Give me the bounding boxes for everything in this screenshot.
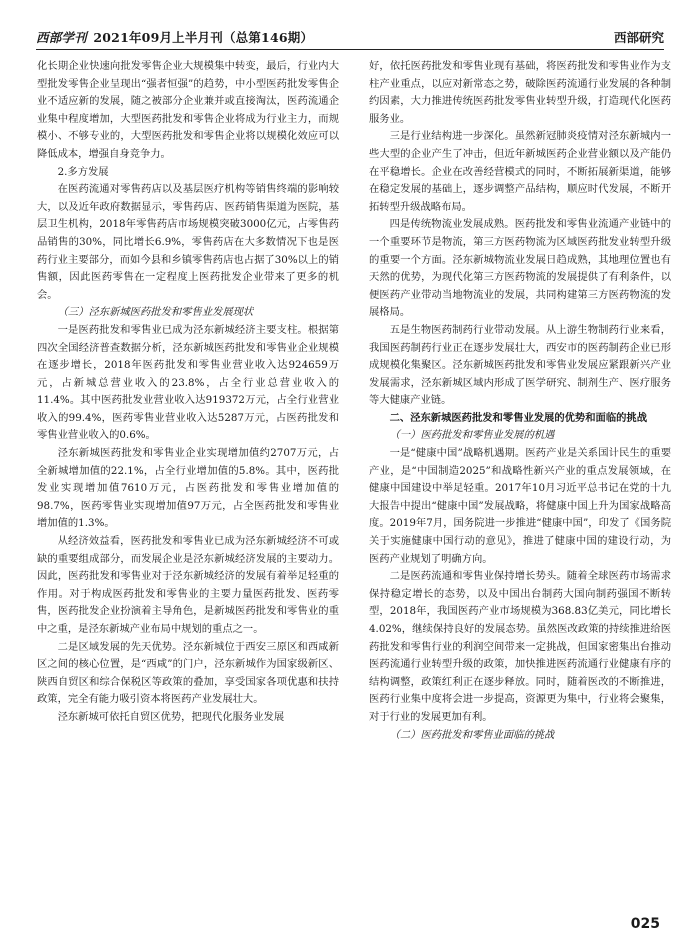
issue-info: 2021年09月上半月刊（总第146期） bbox=[93, 30, 314, 45]
subsection-heading: （三）泾东新城医药批发和零售业发展现状 bbox=[57, 306, 254, 319]
paragraph: 从经济效益看，医药批发和零售业已成为泾东新城经济不可或缺的重要组成部分，而发展企业是泾东新城经济发展的主要动力。因此，医药批发和零售业对于泾东新城经济的发展有着举足轻重的作用。对于构成医药批发和零售业的主要力量医药批发、医药零售，医药批发企业扮演着主导角色，是新城医药批发和零售业的重中之重，是泾东新城产业布局中规划的重点之一。 bbox=[37, 535, 339, 635]
right-column bbox=[369, 58, 671, 744]
paragraph: 一是医药批发和零售业已成为泾东新城经济主要支柱。根据第四次全国经济普查数据分析，泾东新城医药批发和零售业企业规模在逐步增长，2018年医药批发和零售业营业收入达924659万元，占新城总营业收入的23.8%，占全行业总营业收入的11.4%。其中医药批发业营业收入达919372万元，占全行业营业收入的99.4%，医药零售业营业收入达5287万元，占医药批发和零售业营业收入的0.6%。 bbox=[37, 323, 339, 442]
section-heading: 二、泾东新城医药批发和零售业发展的优势和面临的挑战 bbox=[389, 411, 648, 424]
paragraph: 三是行业结构进一步深化。虽然新冠肺炎疫情对泾东新城内一些大型的企业产生了冲击，但近年新城医药企业营业额以及产能仍在平稳增长。企业在改善经营模式的同时，不断拓展新渠道，能够在稳定发展的基础上，逐步调整产品结构，顺应时代发展，不断开拓转型升级战略布局。 bbox=[369, 130, 671, 213]
subsection-heading: （二）医药批发和零售业面临的挑战 bbox=[389, 728, 555, 741]
paragraph: 四是传统物流业发展成熟。医药批发和零售业流通产业链中的一个重要环节是物流，第三方医药物流为区域医药批发业转型升级的重要一个方面。泾东新城物流业发展日趋成熟，其地理位置也有天然的优势，为现代化第三方医药物流的发展提供了有利条件，以便医药产业带动当地物流业的发展，共同构建第三方医药物流的发展格局。 bbox=[369, 218, 671, 319]
paragraph: 好，依托医药批发和零售业现有基础，将医药批发和零售业作为支柱产业重点，以应对新常态之势，破除医药流通行业发展的各种制约因素，大力推进传统医药批发零售业转型升级，打造现代化医药服务业。 bbox=[369, 60, 671, 125]
paragraph: 在医药流通对零售药店以及基层医疗机构等销售终端的影响较大，以及近年政府数据显示，零售药店、医药销售渠道为医院，基层卫生机构，2018年零售药店市场规模突破3000亿元，占零售药品销售的30%，同比增长6.9%，零售药店在大多数情况下也是医药行业主要部分，而如今县和乡镇零售药店也占据了30%以上的销售额，因此医药零售在一定程度上医药批发企业带来了更多的机会。 bbox=[37, 183, 339, 301]
left-column bbox=[37, 58, 339, 727]
journal-logo: 西部学刊 bbox=[36, 30, 87, 45]
paragraph: 泾东新城可依托自贸区优势，把现代化服务业发展 bbox=[57, 710, 285, 723]
paragraph: 泾东新城医药批发和零售业企业实现增加值约2707万元，占全新城增加值的22.1%，占全行业增加值的5.8%。其中，医药批发业实现增加值7610万元，占医药批发和零售业增加值的98.7%，医药零售业实现增加值97万元，占全医药批发和零售业增加值的1.3%。 bbox=[37, 447, 339, 530]
subsection-heading: （一）医药批发和零售业发展的机遇 bbox=[389, 429, 555, 442]
paragraph: 一是“健康中国”战略机遇期。医药产业是关系国计民生的重要产业，是“中国制造2025”和战略性新兴产业的重点发展领域，在健康中国建设中举足轻重。2017年10月习近平总书记在党的十九大报告中提出“健康中国”发展战略，将健康中国上升为国家战略高度。2019年7月，国务院进一步推进“健康中国”，印发了《国务院关于实施健康中国行动的意见》，推进了健康中国的建设行动，为医药产业规划了明确方向。 bbox=[369, 447, 671, 565]
paragraph: 化长期企业快速向批发零售企业大规模集中转变，最后，行业内大型批发零售企业呈现出“强者恒强”的趋势，中小型医药批发零售企业不适应新的发展，随之被部分企业兼并或直接淘汰，医药流通企业集中程度增加，大型医药批发和零售企业将成为行业主力，而规模小、不够专业的，大型医药批发和零售企业将以规模化效应可以降低成本，增强自身竞争力。 bbox=[37, 60, 339, 160]
page-header bbox=[36, 20, 664, 50]
paragraph: 二是医药流通和零售业保持增长势头。随着全球医药市场需求保持稳定增长的态势，以及中国出台制药大国向制药强国不断转型，2018年，我国医药产业市场规模为368.83亿美元，同比增长4.02%，继续保持良好的发展态势。虽然医改政策的持续推进给医药批发和零售行业的利润空间带来一定挑战，但国家密集出台推动医药流通行业转型升级的政策，加快推进医药流通行业健康有序的结构调整，政策红利正在逐步释放。同时，随着医改的不断推进，医药行业集中度将会进一步提高，资源更为集中，行业将会聚集，对于行业的发展更加有利。 bbox=[369, 570, 671, 723]
section-title: 西部研究 bbox=[613, 30, 664, 45]
paragraph: 五是生物医药制药行业带动发展。从上游生物制药行业来看，我国医药制药行业正在逐步发展壮大，西安市的医药制药企业已形成规模化集聚区。泾东新城医药批发和零售业发展应紧跟新兴产业发展需求，泾东新城区域内形成了医学研究、制剂生产、医疗服务等大健康产业链。 bbox=[369, 323, 671, 407]
paragraph: 二是区域发展的先天优势。泾东新城位于西安三原区和西咸新区之间的核心位置，是“西咸”的门户，泾东新城作为国家级新区、陕西自贸区和综合保税区等政策的叠加，享受国家各项优惠和扶持政策，完全有能力吸引资本将医药产业发展壮大。 bbox=[37, 640, 339, 706]
page-number: 025 bbox=[630, 916, 660, 932]
subsection-heading: 2.多方发展 bbox=[57, 165, 109, 178]
journal-header bbox=[36, 28, 313, 46]
